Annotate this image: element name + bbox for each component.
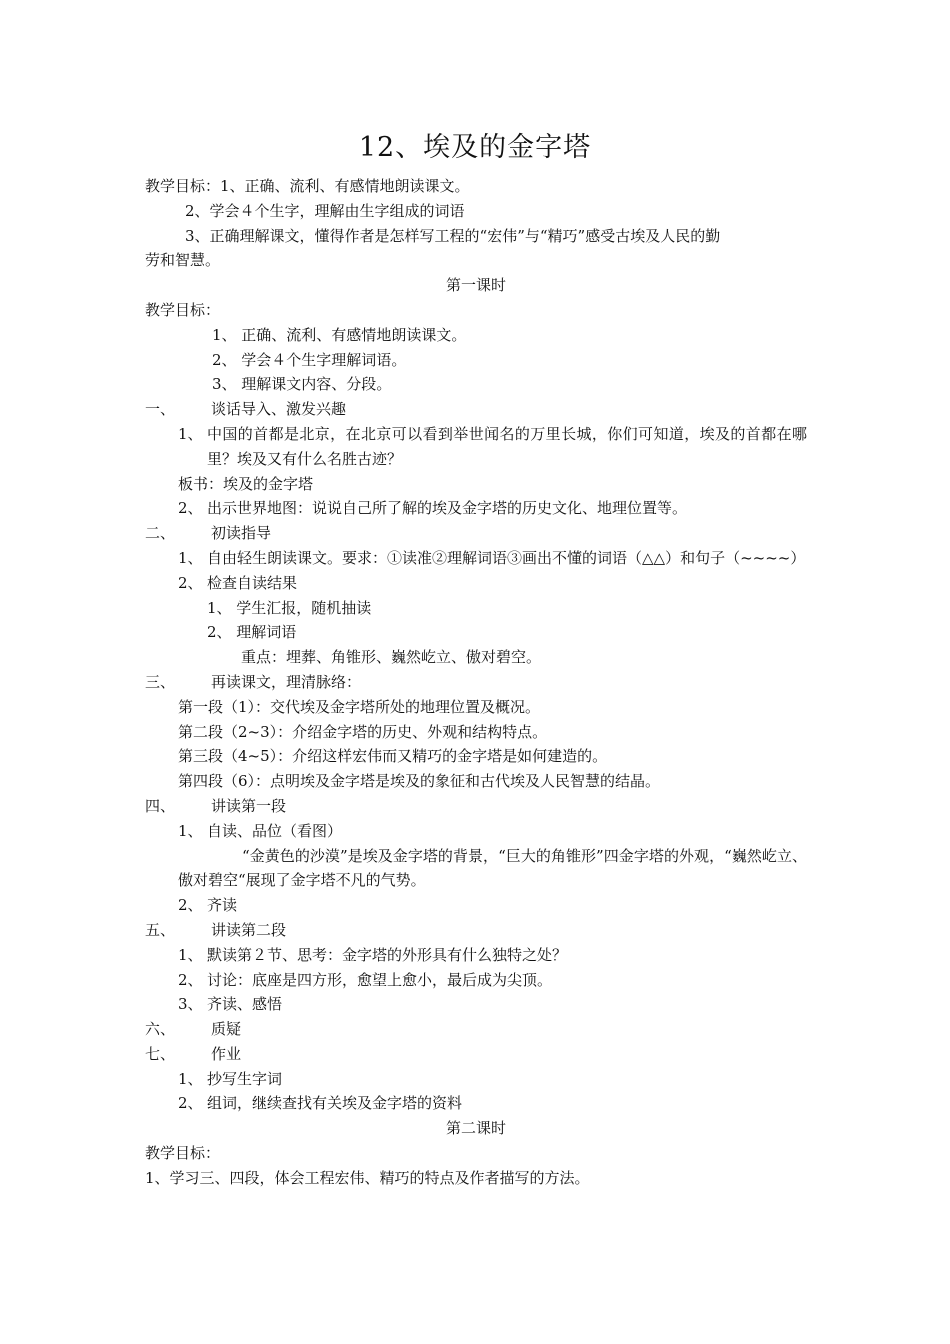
section-title: 作业 <box>211 1044 242 1063</box>
item-text: 中国的首都是北京，在北京可以看到举世闻名的万里长城，你们可知道，埃及的首都在哪里？埃及又有什么名胜古迹？ <box>207 424 807 468</box>
item-number: 3、 <box>178 995 203 1014</box>
section-number: 七、 <box>145 1044 176 1063</box>
section-number: 三、 <box>145 672 176 691</box>
sub-item: 2、 理解词语 <box>207 623 297 642</box>
list-item <box>145 422 807 472</box>
goal-line-2: 2、学会４个生字，理解由生字组成的词语 <box>185 201 465 220</box>
page-title: 12、埃及的金字塔 <box>358 132 592 163</box>
section-2-heading <box>145 521 807 546</box>
section-6-heading <box>145 1017 807 1042</box>
list-item <box>145 893 807 918</box>
section-number: 一、 <box>145 400 176 419</box>
lesson1-goal-2: 2、 学会４个生字理解词语。 <box>212 350 407 369</box>
item-text: 齐读 <box>207 896 238 915</box>
item-number: 2、 <box>178 573 203 592</box>
section-number: 二、 <box>145 524 176 543</box>
list-item <box>145 571 807 596</box>
item-number: 2、 <box>178 896 203 915</box>
item-text: 出示世界地图：说说自己所了解的埃及金字塔的历史文化、地理位置等。 <box>207 499 688 518</box>
list-item <box>145 496 807 521</box>
item-number: 2、 <box>178 1094 203 1113</box>
section-number: 四、 <box>145 796 176 815</box>
lesson2-goals-label: 教学目标： <box>145 1144 221 1163</box>
section-title: 再读课文，理清脉络： <box>211 672 362 691</box>
section-1-heading <box>145 397 807 422</box>
item-number: 1、 <box>178 548 203 567</box>
section-title: 讲读第一段 <box>211 796 287 815</box>
item-number: 1、 <box>178 424 203 443</box>
list-item <box>145 943 807 968</box>
list-item <box>145 819 807 844</box>
section-7-heading <box>145 1042 807 1067</box>
section-number: 六、 <box>145 1020 176 1039</box>
item-number: 1、 <box>178 945 203 964</box>
list-item <box>145 1091 807 1116</box>
item-number: 1、 <box>178 1069 203 1088</box>
paragraph-summary: 第一段（1）：交代埃及金字塔所处的地理位置及概况。 <box>178 697 541 716</box>
section-number: 五、 <box>145 920 176 939</box>
lesson2-heading: 第二课时 <box>445 1119 506 1138</box>
board-note: 板书：埃及的金字塔 <box>178 474 314 493</box>
document-body <box>145 174 807 1191</box>
item-text: 自由轻生朗读课文。要求：①读准②理解词语③画出不懂的词语（△△）和句子（~~~~） <box>207 548 806 567</box>
sub-item: 1、 学生汇报，随机抽读 <box>207 598 372 617</box>
lesson1-heading: 第一课时 <box>445 276 506 295</box>
item-number: 1、 <box>178 821 203 840</box>
list-item <box>145 1067 807 1092</box>
goal-line-3-cont: 劳和智慧。 <box>145 251 221 270</box>
item-text: 自读、品位（看图） <box>207 821 343 840</box>
item-number: 2、 <box>178 970 203 989</box>
section-4-heading <box>145 794 807 819</box>
paragraph-summary: 第二段（2~3）：介绍金字塔的历史、外观和结构特点。 <box>178 722 548 741</box>
goal-line-3: 3、正确理解课文，懂得作者是怎样写工程的“宏伟”与“精巧”感受古埃及人民的勤 <box>185 226 721 245</box>
item-text: 齐读、感悟 <box>207 995 283 1014</box>
item-text: 讨论：底座是四方形，愈望上愈小，最后成为尖顶。 <box>207 970 553 989</box>
paragraph-summary: 第四段（6）：点明埃及金字塔是埃及的象征和古代埃及人民智慧的结晶。 <box>178 772 661 791</box>
key-words: 重点：埋葬、角锥形、巍然屹立、傲对碧空。 <box>241 648 542 667</box>
quote-paragraph: “金黄色的沙漠”是埃及金字塔的背景，“巨大的角锥形”四金字塔的外观，“巍然屹立、傲对碧空“展现了金字塔不凡的气势。 <box>178 846 807 890</box>
item-text: 抄写生字词 <box>207 1069 283 1088</box>
item-number: 2、 <box>178 499 203 518</box>
paragraph-summary: 第三段（4~5）：介绍这样宏伟而又精巧的金字塔是如何建造的。 <box>178 747 608 766</box>
lesson1-goals-label: 教学目标： <box>145 300 221 319</box>
list-item <box>145 546 807 571</box>
list-item <box>145 992 807 1017</box>
item-text: 组词，继续查找有关埃及金字塔的资料 <box>207 1094 463 1113</box>
lesson2-goal-1: 1、学习三、四段，体会工程宏伟、精巧的特点及作者描写的方法。 <box>145 1168 590 1187</box>
section-title: 谈话导入、激发兴趣 <box>211 400 347 419</box>
lesson1-goal-1: 1、 正确、流利、有感情地朗读课文。 <box>212 325 467 344</box>
section-5-heading <box>145 918 807 943</box>
list-item <box>145 968 807 993</box>
lesson1-goal-3: 3、 理解课文内容、分段。 <box>212 375 392 394</box>
item-text: 默读第２节、思考：金字塔的外形具有什么独特之处？ <box>207 945 568 964</box>
section-title: 讲读第二段 <box>211 920 287 939</box>
item-text: 检查自读结果 <box>207 573 298 592</box>
section-title: 质疑 <box>211 1020 242 1039</box>
goal-line-1: 教学目标：1、正确、流利、有感情地朗读课文。 <box>145 177 470 195</box>
section-title: 初读指导 <box>211 524 272 543</box>
section-3-heading <box>145 670 807 695</box>
